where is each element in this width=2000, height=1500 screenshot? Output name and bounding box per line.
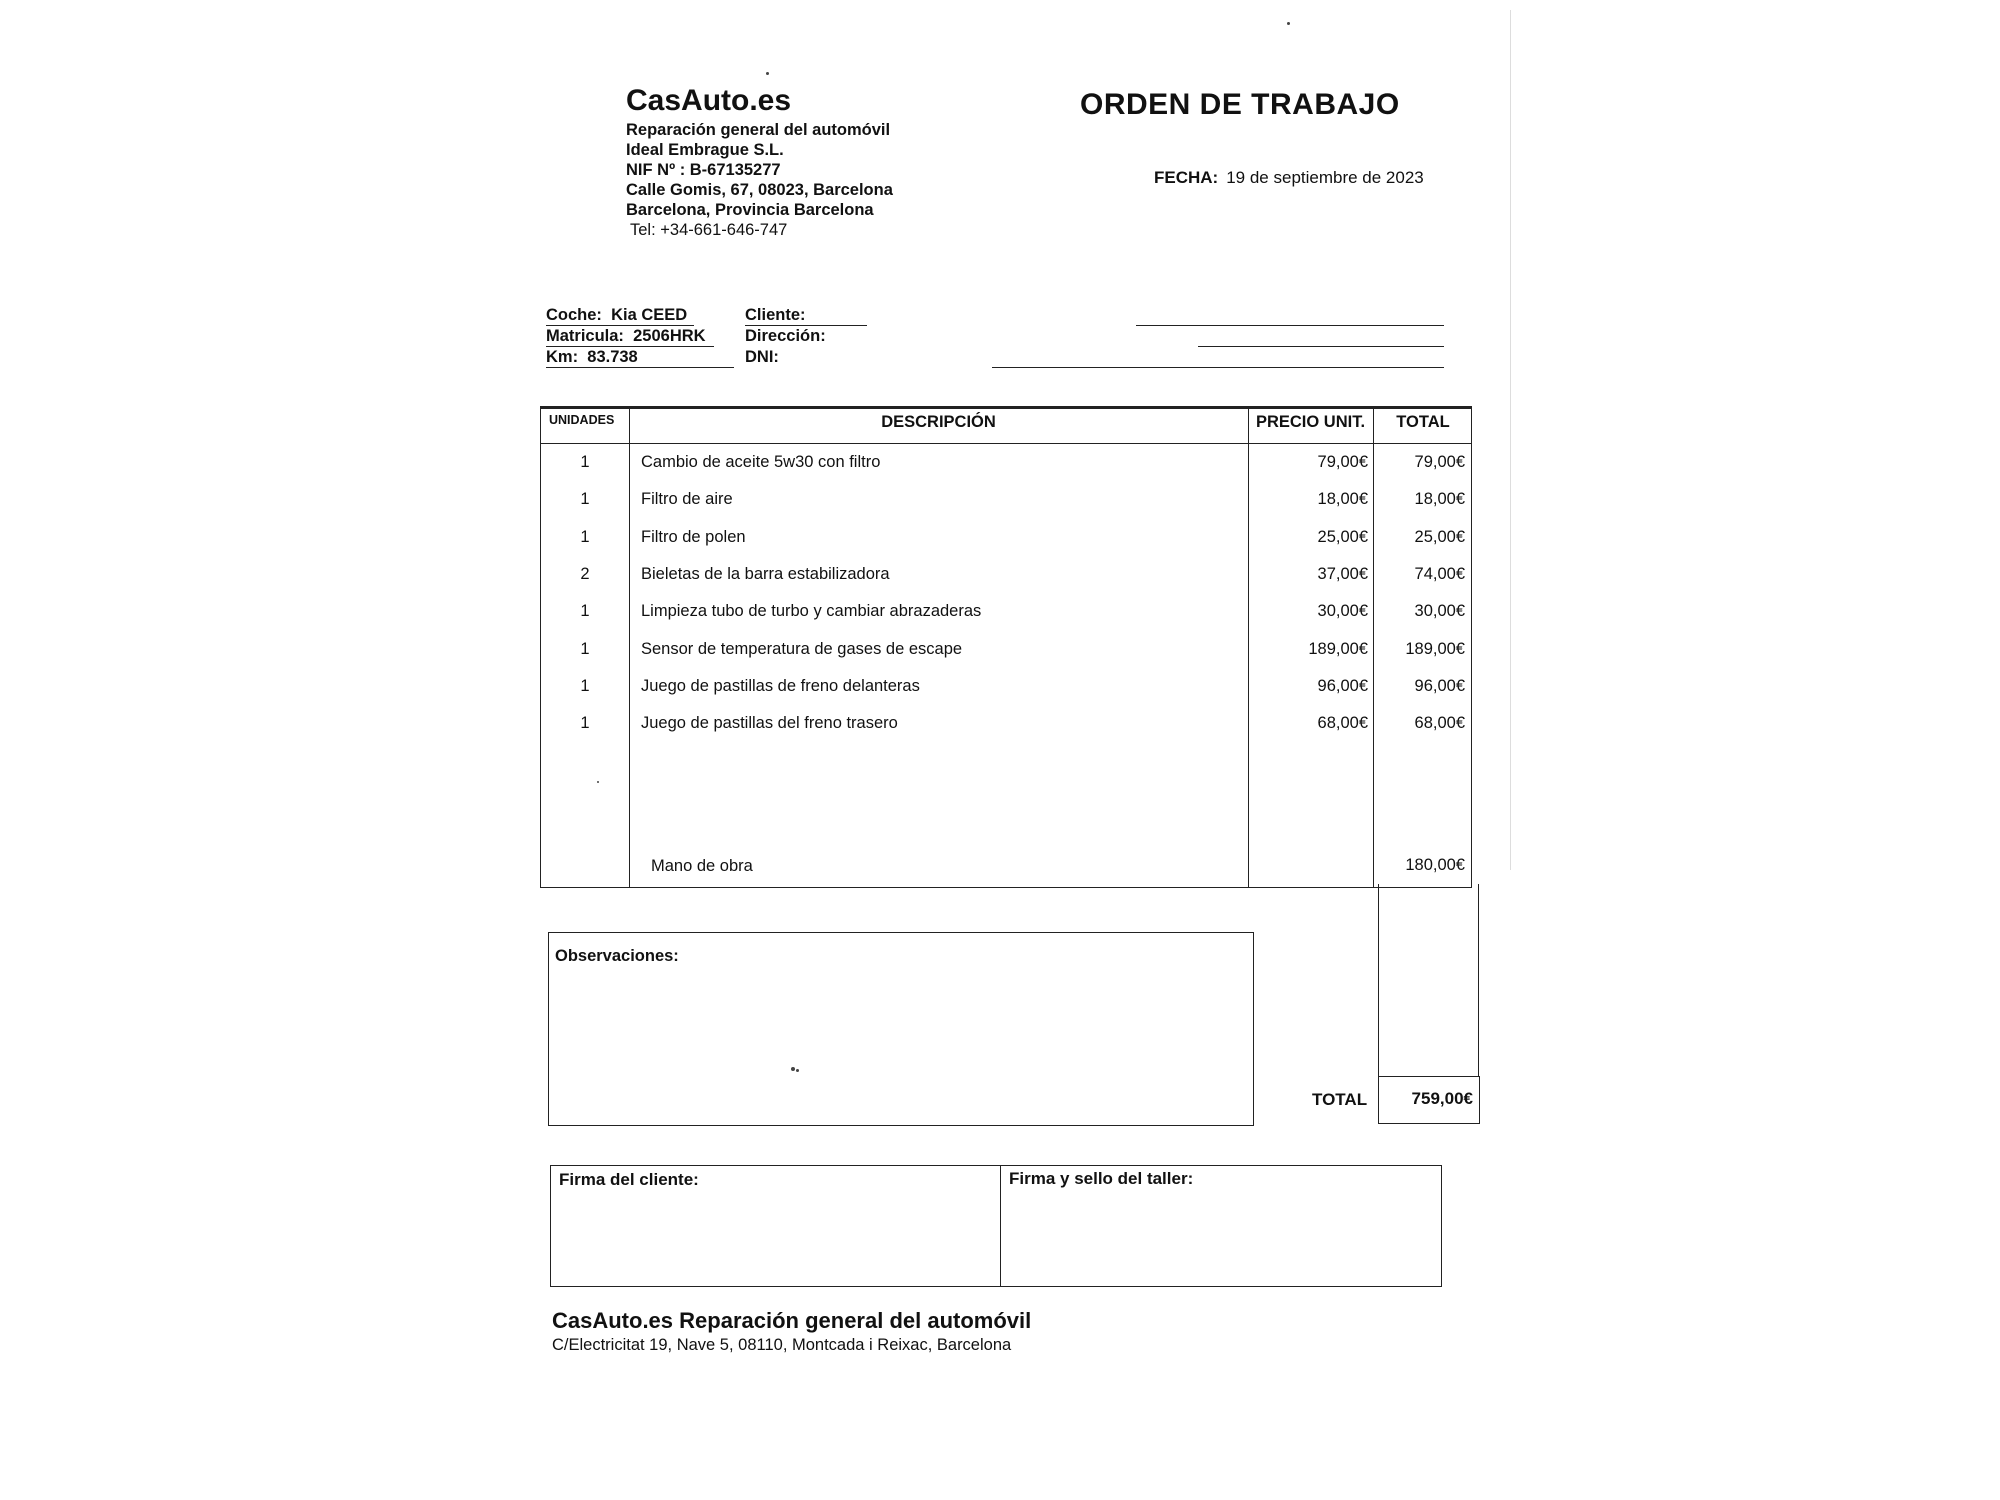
row-total: 74,00€ bbox=[1414, 565, 1465, 583]
col-divider bbox=[1373, 409, 1374, 887]
row-unit-price: 79,00€ bbox=[1317, 453, 1368, 471]
row-units: 1 bbox=[580, 714, 590, 732]
row-unit-price: 25,00€ bbox=[1317, 528, 1368, 546]
col-divider bbox=[629, 409, 630, 887]
address-label: Dirección: bbox=[745, 327, 826, 345]
scan-speck bbox=[791, 1067, 795, 1071]
observations-box bbox=[548, 932, 1254, 1126]
row-unit-price: 30,00€ bbox=[1317, 602, 1368, 620]
client-dni bbox=[745, 348, 779, 367]
col-divider bbox=[1248, 409, 1249, 887]
signature-divider bbox=[1000, 1166, 1001, 1286]
scan-speck bbox=[1287, 22, 1290, 25]
client-signature-label: Firma del cliente: bbox=[559, 1170, 699, 1189]
total-column-left bbox=[1378, 884, 1379, 1076]
header-divider bbox=[541, 443, 1471, 444]
row-description: Sensor de temperatura de gases de escape bbox=[641, 640, 963, 658]
labor-total: 180,00€ bbox=[1405, 856, 1465, 874]
signature-box bbox=[550, 1165, 1442, 1287]
labor-description: Mano de obra bbox=[651, 857, 753, 875]
row-total: 25,00€ bbox=[1414, 528, 1465, 546]
row-unit-price: 68,00€ bbox=[1317, 714, 1368, 732]
footer-address: C/Electricitat 19, Nave 5, 08110, Montcada i Reixac, Barcelona bbox=[552, 1336, 1012, 1354]
header-description: DESCRIPCIÓN bbox=[881, 413, 996, 431]
client-address bbox=[745, 327, 826, 346]
row-description: Cambio de aceite 5w30 con filtro bbox=[641, 453, 881, 471]
document-date bbox=[1154, 168, 1424, 188]
row-units: 2 bbox=[580, 565, 590, 583]
company-nif: NIF Nº : B-67135277 bbox=[626, 161, 781, 179]
row-unit-price: 37,00€ bbox=[1317, 565, 1368, 583]
row-total: 18,00€ bbox=[1414, 490, 1465, 508]
km-value: 83.738 bbox=[587, 348, 638, 366]
row-units: 1 bbox=[580, 677, 590, 695]
row-unit-price: 189,00€ bbox=[1308, 640, 1368, 658]
row-units: 1 bbox=[580, 640, 590, 658]
row-description: Juego de pastillas del freno trasero bbox=[641, 714, 898, 732]
vehicle-km bbox=[546, 348, 734, 368]
client-label: Cliente: bbox=[745, 306, 806, 324]
vehicle-plate bbox=[546, 327, 714, 347]
client-name bbox=[745, 306, 867, 326]
car-value: Kia CEED bbox=[611, 306, 688, 324]
company-tel: Tel: +34-661-646-747 bbox=[630, 221, 788, 239]
observations-label: Observaciones: bbox=[555, 947, 679, 965]
date-label: FECHA: bbox=[1154, 168, 1219, 187]
row-total: 79,00€ bbox=[1414, 453, 1465, 471]
row-description: Filtro de polen bbox=[641, 528, 746, 546]
row-units: 1 bbox=[580, 528, 590, 546]
row-units: 1 bbox=[580, 453, 590, 471]
total-box bbox=[1378, 1076, 1480, 1124]
company-legal-name: Ideal Embrague S.L. bbox=[626, 141, 784, 159]
company-block bbox=[626, 84, 893, 240]
km-label: Km: bbox=[546, 348, 579, 366]
plate-label: Matricula: bbox=[546, 327, 624, 345]
row-units: 1 bbox=[580, 490, 590, 508]
company-name: CasAuto.es bbox=[626, 84, 792, 117]
row-description: Juego de pastillas de freno delanteras bbox=[641, 677, 920, 695]
scan-speck bbox=[766, 72, 769, 75]
row-total: 96,00€ bbox=[1414, 677, 1465, 695]
items-table bbox=[540, 406, 1472, 888]
row-total: 189,00€ bbox=[1405, 640, 1465, 658]
row-units: 1 bbox=[580, 602, 590, 620]
company-tagline: Reparación general del automóvil bbox=[626, 121, 891, 139]
workshop-signature-label: Firma y sello del taller: bbox=[1009, 1169, 1194, 1188]
header-unit-price: PRECIO UNIT. bbox=[1255, 413, 1366, 431]
client-name-line bbox=[1136, 325, 1444, 326]
total-column-right bbox=[1478, 884, 1479, 1076]
header-total: TOTAL bbox=[1396, 413, 1450, 431]
car-label: Coche: bbox=[546, 306, 602, 324]
dni-label: DNI: bbox=[745, 348, 779, 366]
footer-company-name: CasAuto.es Reparación general del automóvil bbox=[552, 1308, 1032, 1333]
company-address1: Calle Gomis, 67, 08023, Barcelona bbox=[626, 181, 893, 199]
header-units: UNIDADES bbox=[549, 413, 615, 427]
plate-value: 2506HRK bbox=[633, 327, 706, 345]
client-address-line bbox=[1198, 346, 1444, 347]
date-value: 19 de septiembre de 2023 bbox=[1226, 168, 1424, 187]
row-description: Bieletas de la barra estabilizadora bbox=[641, 565, 890, 583]
scan-edge-line bbox=[1510, 10, 1511, 870]
row-description: Filtro de aire bbox=[641, 490, 733, 508]
row-total: 30,00€ bbox=[1414, 602, 1465, 620]
company-address2: Barcelona, Provincia Barcelona bbox=[626, 201, 874, 219]
total-label: TOTAL bbox=[1312, 1090, 1368, 1109]
row-unit-price: 96,00€ bbox=[1317, 677, 1368, 695]
row-unit-price: 18,00€ bbox=[1317, 490, 1368, 508]
vehicle-car bbox=[546, 306, 694, 326]
total-value: 759,00€ bbox=[1411, 1089, 1473, 1108]
row-description: Limpieza tubo de turbo y cambiar abrazaderas bbox=[641, 602, 982, 620]
row-total: 68,00€ bbox=[1414, 714, 1465, 732]
document-title: ORDEN DE TRABAJO bbox=[1080, 88, 1400, 121]
client-dni-line bbox=[992, 367, 1444, 368]
